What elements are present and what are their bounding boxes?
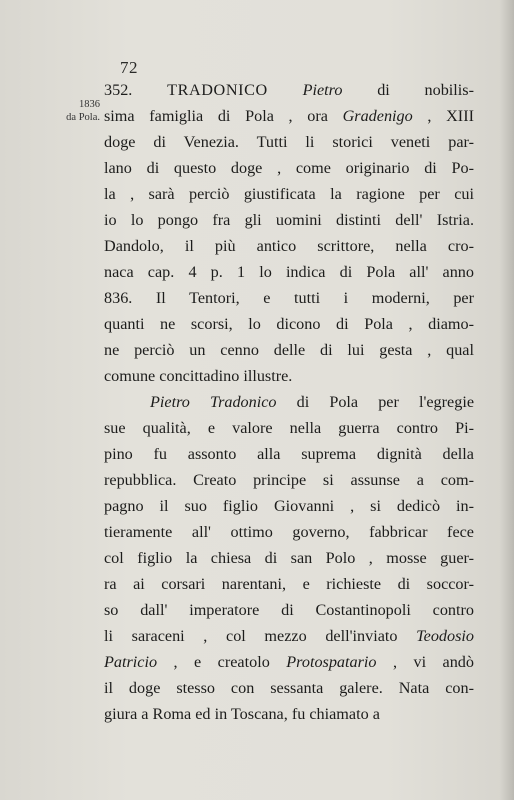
text-run: Dandolo, il più antico scrittore, nella cro- xyxy=(104,237,474,255)
margin-note xyxy=(48,98,100,124)
text-line xyxy=(104,597,474,623)
text-run: repubblica. Creato principe si assunse a com- xyxy=(104,471,474,489)
text-run: il doge stesso con sessanta galere. Nata con- xyxy=(104,679,474,697)
text-run: la , sarà perciò giustificata la ragione per cui xyxy=(104,185,474,203)
text-line xyxy=(104,259,474,285)
text-line xyxy=(104,389,474,415)
text-line xyxy=(104,129,474,155)
page-number: 72 xyxy=(120,58,138,77)
text-run: 836. Il Tentori, e tutti i moderni, per xyxy=(104,289,474,307)
text-line xyxy=(104,207,474,233)
text-run: di Pola per l'egregie xyxy=(276,393,474,411)
text-run: ra ai corsari narentani, e richieste di soccor- xyxy=(104,575,474,593)
text-run: naca cap. 4 p. 1 lo indica di Pola all' anno xyxy=(104,263,474,281)
text-run: io lo pongo fra gli uomini distinti dell' Istria. xyxy=(104,211,474,229)
text-run: giura a Roma ed in Toscana, fu chiamato a xyxy=(104,705,380,723)
text-run: comune concittadino illustre. xyxy=(104,367,293,385)
margin-note-place: da Pola. xyxy=(66,112,100,123)
italic-run: Patricio xyxy=(104,653,158,671)
text-run: 352. xyxy=(104,81,168,99)
body-text xyxy=(104,77,474,727)
text-line xyxy=(104,441,474,467)
text-line xyxy=(104,623,474,649)
italic-run: Pietro xyxy=(302,81,343,99)
text-run: , XIII xyxy=(412,107,474,125)
text-run: di nobilis- xyxy=(342,81,474,99)
text-run: tieramente all' ottimo governo, fabbricar fece xyxy=(104,523,474,541)
text-run: sima famiglia di Pola , ora xyxy=(104,107,343,125)
text-line xyxy=(104,311,474,337)
text-run xyxy=(268,81,303,99)
text-line xyxy=(104,363,474,389)
text-run: ne perciò un cenno delle di lui gesta , qual xyxy=(104,341,474,359)
text-run: sue qualità, e valore nella guerra contro Pi- xyxy=(104,419,474,437)
text-line xyxy=(104,337,474,363)
italic-run: Teodosio xyxy=(416,627,474,645)
italic-run: Gradenigo xyxy=(342,107,413,125)
italic-run: Pietro Tradonico xyxy=(150,393,277,411)
text-line xyxy=(104,519,474,545)
text-line xyxy=(104,103,474,129)
text-run: , e creatolo xyxy=(157,653,287,671)
text-run: doge di Venezia. Tutti li storici veneti par- xyxy=(104,133,474,151)
text-line xyxy=(104,181,474,207)
text-line xyxy=(104,493,474,519)
text-line xyxy=(104,571,474,597)
text-run: li saraceni , col mezzo dell'inviato xyxy=(104,627,417,645)
text-run: lano di questo doge , come originario di Po- xyxy=(104,159,474,177)
text-line xyxy=(104,675,474,701)
text-line xyxy=(104,467,474,493)
text-line xyxy=(104,415,474,441)
text-line xyxy=(104,155,474,181)
text-run: pino fu assonto alla suprema dignità della xyxy=(104,445,474,463)
text-run: , vi andò xyxy=(376,653,474,671)
text-run: col figlio la chiesa di san Polo , mosse guer- xyxy=(104,549,474,567)
text-run: so dall' imperatore di Costantinopoli contro xyxy=(104,601,474,619)
italic-run: Protospatario xyxy=(286,653,377,671)
text-line xyxy=(104,77,474,103)
margin-note-year: 1836 xyxy=(79,99,100,110)
text-line xyxy=(104,545,474,571)
text-run: pagno il suo figlio Giovanni , si dedicò in- xyxy=(104,497,474,515)
text-line xyxy=(104,285,474,311)
text-line xyxy=(104,649,474,675)
text-run: quanti ne scorsi, lo dicono di Pola , diamo- xyxy=(104,315,474,333)
text-line xyxy=(104,701,474,727)
small-caps-run: TRADONICO xyxy=(167,81,268,99)
text-line xyxy=(104,233,474,259)
